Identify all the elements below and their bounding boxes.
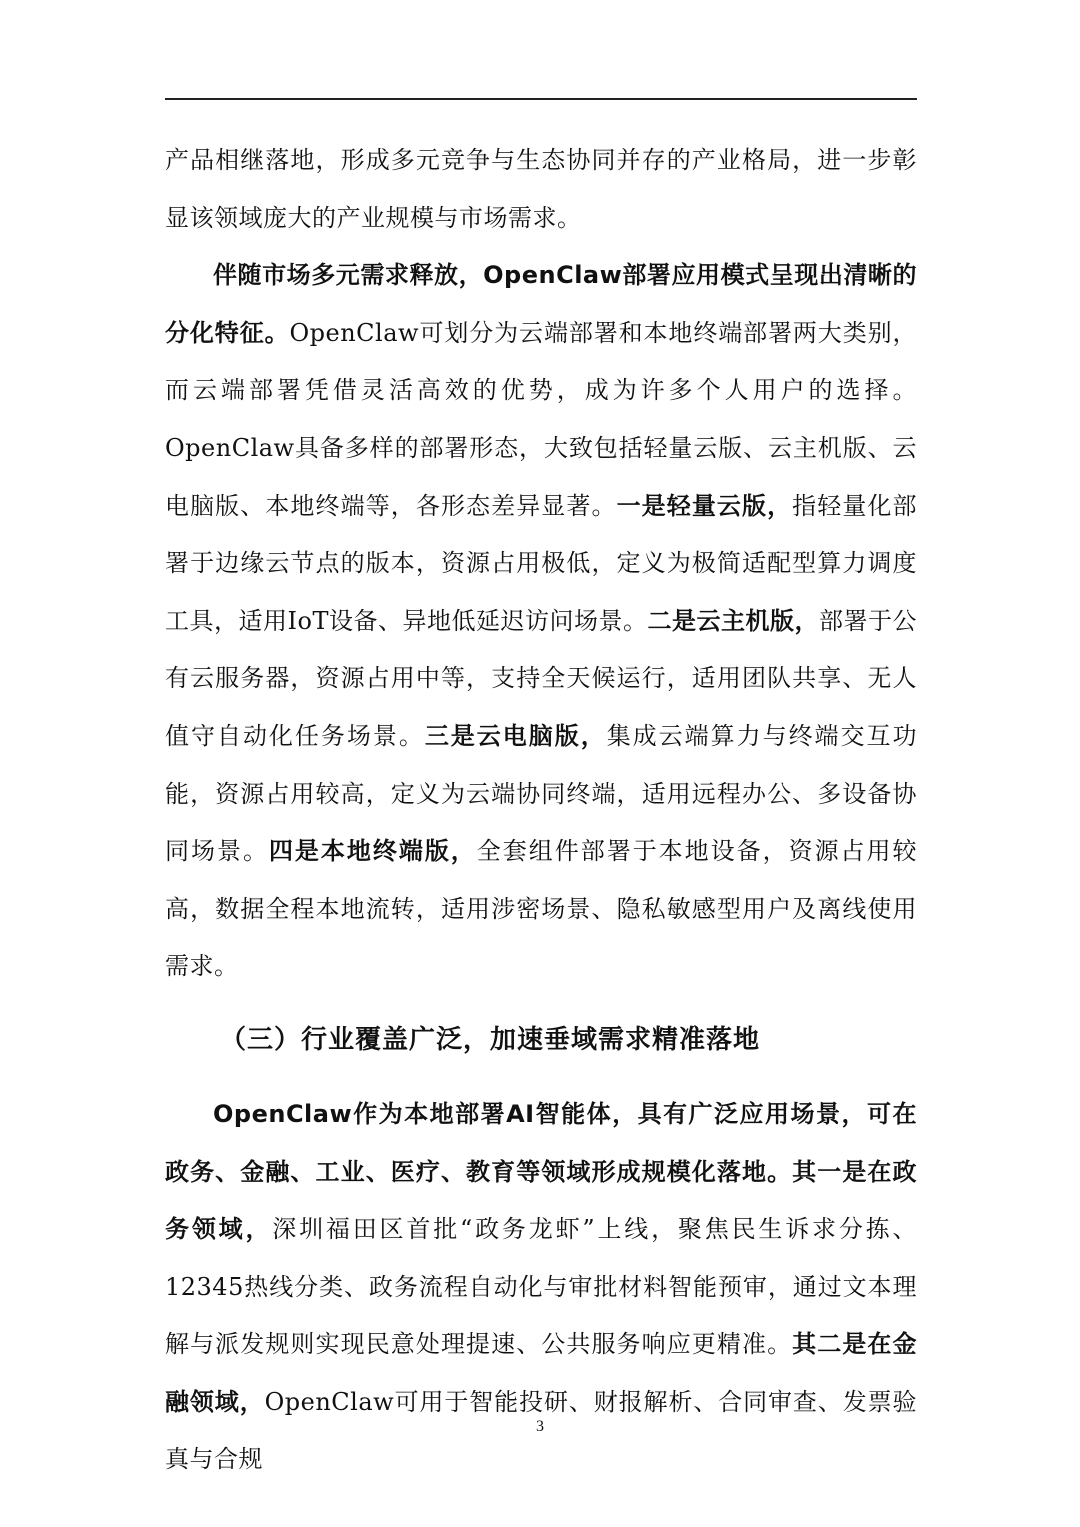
text-segment: 集成云端算力与终端交互功能，资源占用较高，定义为云端协同终端，适用远程办公、多设备协同场景。 [165,721,918,866]
text-segment: 深圳福田区首批“政务龙虾”上线，聚焦民生诉求分拣、12345热线分类、政务流程自动化与审批材料智能预审，通过文本理解与派发规则实现民意处理提速、公共服务响应更精准。 [165,1215,917,1359]
text-segment: OpenClaw可划分为云端部署和本地终端部署两大类别，而云端部署凭借灵活高效的优势，成为许多个人用户的选择。OpenClaw具备多样的部署形态，大致包括轻量云版、云主机版、云电脑版、本地终端等，各形态差异显著。 [165,318,917,520]
text-segment: 全套组件部署于本地设备，资源占用较高，数据全程本地流转，适用涉密场景、隐私敏感型用户及离线使用需求。 [165,837,918,981]
paragraph-continued [165,132,917,247]
section-heading: （三）行业覆盖广泛，加速垂域需求精准落地 [220,1024,761,1055]
text-segment: 产品相继落地，形成多元竞争与生态协同并存的产业格局，进一步彰显该领域庞大的产业规模与市场需求。 [165,146,917,232]
bold-term-lightweight-cloud: 一是轻量云版， [616,491,793,520]
bold-term-local-terminal: 四是本地终端版， [268,837,477,866]
bold-term-finance: 其二是在金融领域， [165,1330,918,1416]
text-segment: 指轻量化部署于边缘云节点的版本，资源占用极低，定义为极简适配型算力调度工具，适用IoT设备、异地低延迟访问场景。 [165,491,918,635]
bold-term-cloud-host: 二是云主机版， [647,606,819,635]
text-segment: 部署于公有云服务器，资源占用中等，支持全天候运行，适用团队共享、无人值守自动化任务场景。 [165,606,918,750]
header-rule [165,98,917,100]
bold-lead-sentence: OpenClaw作为本地部署AI智能体，具有广泛应用场景，可在政务、金融、工业、医疗、教育等领域形成规模化落地。其一是在政务领域， [165,1099,917,1244]
body-text [165,132,917,1489]
bold-term-cloud-pc: 三是云电脑版， [424,721,607,750]
paragraph-deployment-modes [165,247,917,996]
text-segment: OpenClaw可用于智能投研、财报解析、合同审查、发票验真与合规 [165,1387,918,1474]
bold-lead-sentence: 伴随市场多元需求释放，OpenClaw部署应用模式呈现出清晰的分化特征。 [165,261,917,347]
page-number: 3 [536,1418,544,1435]
